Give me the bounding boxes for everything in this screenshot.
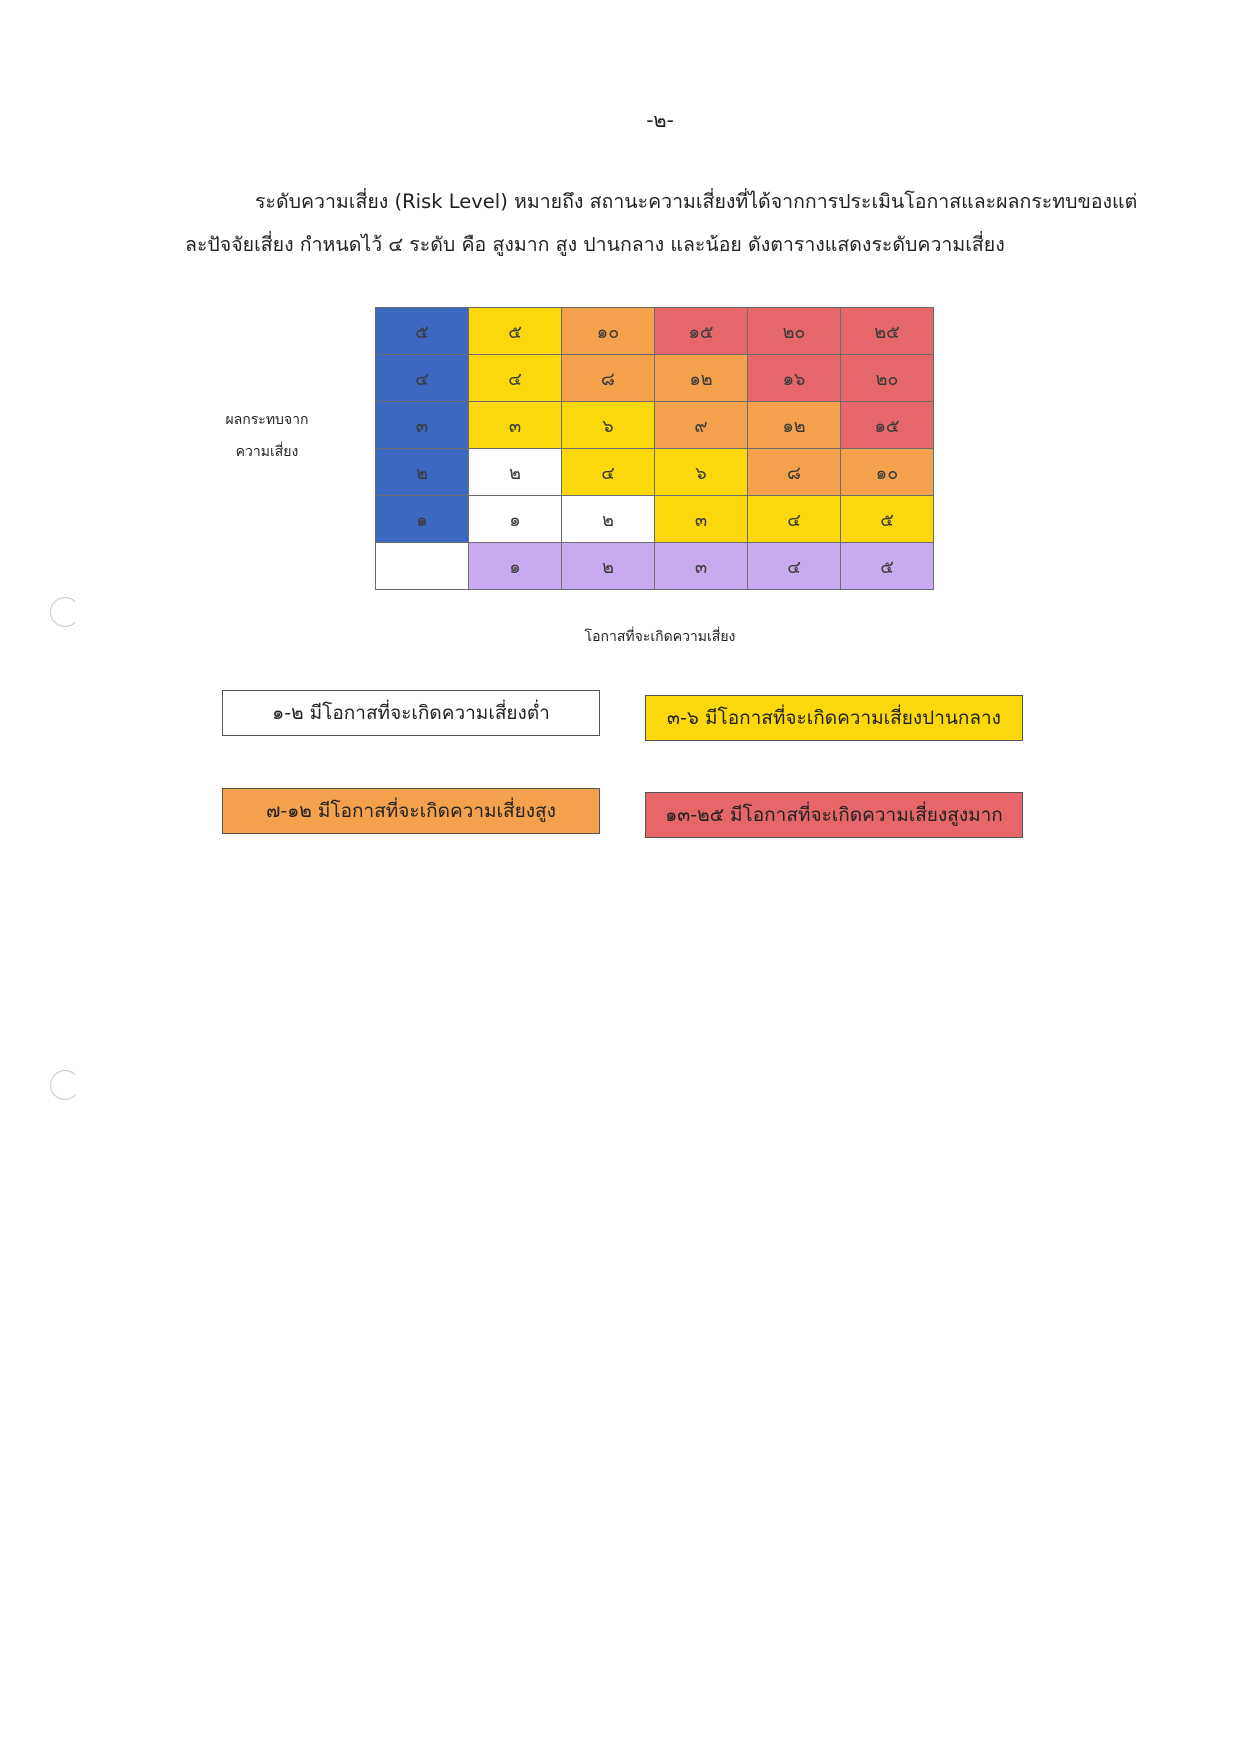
impact-cell: ๑ — [376, 496, 469, 543]
paragraph-line-1: ระดับความเสี่ยง (Risk Level) หมายถึง สถานะความเสี่ยงที่ได้จากการประเมินโอกาสและผลกระทบของแต่ — [255, 190, 1138, 213]
matrix-row-impact-2 — [376, 449, 934, 496]
risk-cell: ๘ — [562, 355, 655, 402]
x-axis-label: โอกาสที่จะเกิดความเสี่ยง — [584, 629, 736, 645]
risk-cell: ๑๒ — [748, 402, 841, 449]
legend-medium: ๓-๖ มีโอกาสที่จะเกิดความเสี่ยงปานกลาง — [645, 695, 1023, 741]
risk-cell: ๑๐ — [841, 449, 934, 496]
risk-cell: ๑๕ — [841, 402, 934, 449]
impact-cell: ๒ — [376, 449, 469, 496]
risk-cell: ๖ — [655, 449, 748, 496]
punch-hole-bottom — [50, 1070, 80, 1100]
likelihood-cell: ๑ — [469, 543, 562, 590]
y-axis-label-line-2: ความเสี่ยง — [235, 444, 299, 460]
y-axis-label — [212, 404, 322, 468]
page-number: -๒- — [646, 108, 674, 132]
risk-matrix — [375, 307, 934, 590]
matrix-row-impact-4 — [376, 355, 934, 402]
matrix-row-impact-5 — [376, 308, 934, 355]
likelihood-cell: ๓ — [655, 543, 748, 590]
risk-cell: ๒๐ — [748, 308, 841, 355]
risk-cell: ๑๐ — [562, 308, 655, 355]
risk-cell: ๒๕ — [841, 308, 934, 355]
impact-cell: ๔ — [376, 355, 469, 402]
risk-cell: ๒ — [469, 449, 562, 496]
risk-cell: ๑ — [469, 496, 562, 543]
risk-cell: ๙ — [655, 402, 748, 449]
likelihood-cell: ๒ — [562, 543, 655, 590]
likelihood-cell: ๕ — [841, 543, 934, 590]
matrix-row-likelihood — [376, 543, 934, 590]
matrix-row-impact-1 — [376, 496, 934, 543]
matrix-row-impact-3 — [376, 402, 934, 449]
legend-high: ๗-๑๒ มีโอกาสที่จะเกิดความเสี่ยงสูง — [222, 788, 600, 834]
risk-cell: ๔ — [469, 355, 562, 402]
risk-cell: ๑๕ — [655, 308, 748, 355]
impact-cell: ๓ — [376, 402, 469, 449]
risk-cell: ๓ — [655, 496, 748, 543]
risk-cell: ๕ — [469, 308, 562, 355]
legend-low: ๑-๒ มีโอกาสที่จะเกิดความเสี่ยงต่ำ — [222, 690, 600, 736]
risk-cell: ๔ — [562, 449, 655, 496]
risk-cell: ๑๖ — [748, 355, 841, 402]
risk-cell: ๖ — [562, 402, 655, 449]
legend-very-high: ๑๓-๒๕ มีโอกาสที่จะเกิดความเสี่ยงสูงมาก — [645, 792, 1023, 838]
risk-cell: ๕ — [841, 496, 934, 543]
likelihood-cell: ๔ — [748, 543, 841, 590]
paragraph-line-2: ละปัจจัยเสี่ยง กำหนดไว้ ๔ ระดับ คือ สูงมาก สูง ปานกลาง และน้อย ดังตารางแสดงระดับความเสี่ยง — [185, 233, 1005, 256]
y-axis-label-line-1: ผลกระทบจาก — [225, 412, 309, 428]
risk-cell: ๑๒ — [655, 355, 748, 402]
risk-cell: ๒๐ — [841, 355, 934, 402]
corner-cell — [376, 543, 469, 590]
punch-hole-top — [50, 597, 80, 627]
intro-paragraph — [185, 180, 1138, 266]
risk-cell: ๓ — [469, 402, 562, 449]
risk-cell: ๒ — [562, 496, 655, 543]
impact-cell: ๕ — [376, 308, 469, 355]
risk-cell: ๘ — [748, 449, 841, 496]
risk-cell: ๔ — [748, 496, 841, 543]
